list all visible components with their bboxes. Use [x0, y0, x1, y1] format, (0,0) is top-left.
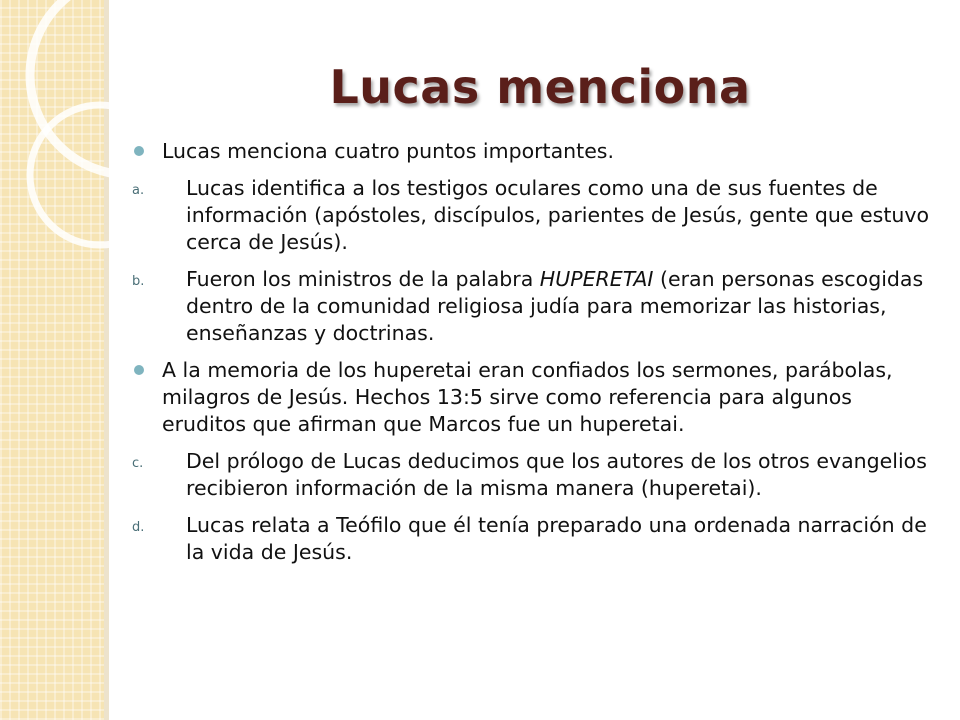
list-item-text: A la memoria de los huperetai eran confiados los sermones, parábolas, milagros de Jesús. Hechos 13:5 sirve como referencia para algunos eruditos que afirman que Marcos fue un huperetai. — [162, 358, 893, 436]
emphasized-term: HUPERETAI — [539, 267, 654, 291]
bullet-dot-icon — [134, 146, 144, 156]
list-item — [130, 266, 930, 347]
bullet-dot-icon — [134, 365, 144, 375]
list-item — [130, 448, 930, 502]
list-item-text-end: (eran personas escogidas dentro de la comunidad religiosa judía para memorizar las historias, enseñanzas y doctrinas. — [186, 267, 924, 345]
list-item-text: Lucas menciona cuatro puntos importantes. — [162, 139, 615, 163]
list-item-marker: d. — [132, 520, 145, 535]
list-item — [130, 512, 930, 566]
list-item-text: Lucas identifica a los testigos oculares como una de sus fuentes de información (apóstoles, discípulos, parientes de Jesús, gente que estuvo cerca de Jesús). — [186, 176, 930, 254]
list-item-text: Del prólogo de Lucas deducimos que los autores de los otros evangelios recibieron información de la misma manera (huperetai). — [186, 449, 927, 500]
list-item — [130, 138, 930, 165]
list-item-marker: a. — [132, 183, 145, 198]
list-item-marker: c. — [132, 456, 144, 471]
slide-title: Lucas menciona — [329, 60, 751, 114]
list-item-text-start: Fueron los ministros de la palabra — [186, 267, 540, 291]
list-item-text — [186, 267, 923, 345]
list-item — [130, 175, 930, 256]
list-item-text: Lucas relata a Teófilo que él tenía preparado una ordenada narración de la vida de Jesús. — [186, 513, 927, 564]
list-item-marker: b. — [132, 274, 145, 289]
slide-content — [130, 138, 930, 576]
list-item — [130, 357, 930, 438]
